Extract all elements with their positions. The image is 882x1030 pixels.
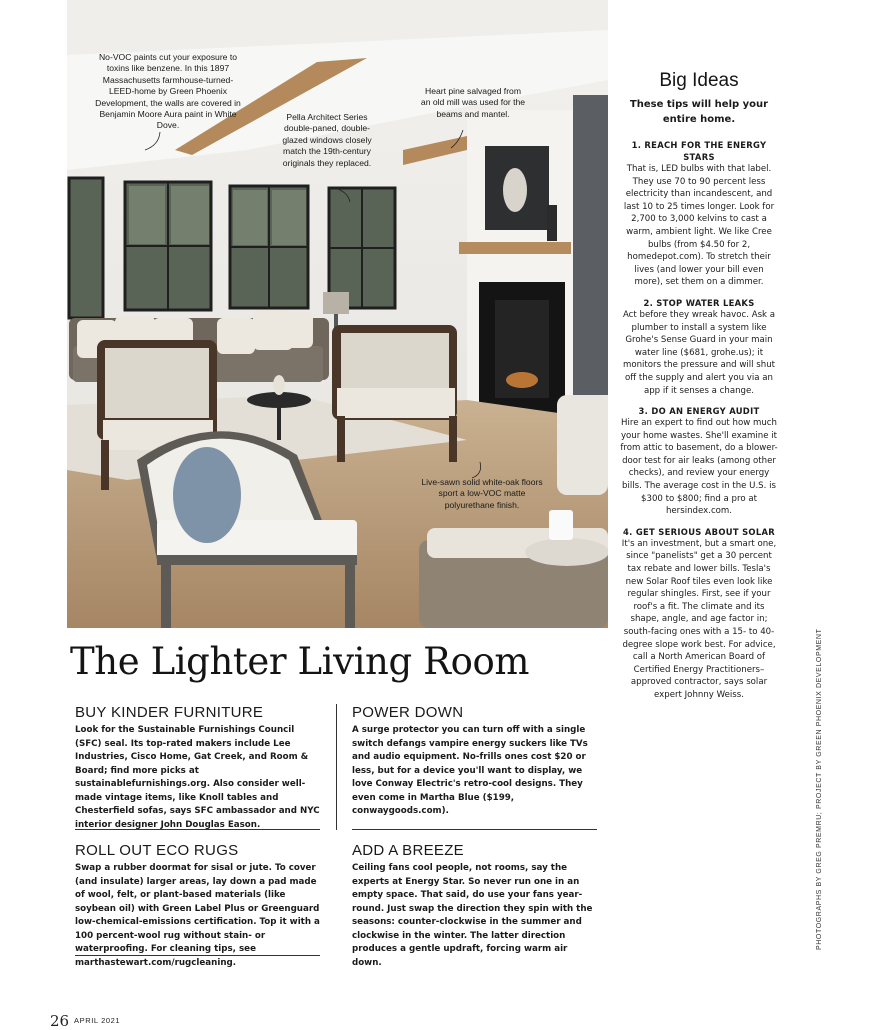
- section-rule-right: [352, 829, 597, 830]
- section-heading: ADD A BREEZE: [352, 842, 464, 859]
- section-add-a-breeze: [352, 842, 597, 970]
- section-heading: POWER DOWN: [352, 704, 464, 721]
- sidebar-title: Big Ideas: [659, 70, 739, 91]
- page-number: 26: [50, 1012, 70, 1030]
- bottom-rule: [75, 955, 320, 956]
- tip-body: That is, LED bulbs with that label. They use 70 to 90 percent less electricity than incandescent, and last 10 to 25 times longer. Look for 2,700 to 3,000 kelvins to cast a warm, ambient light. We like Cree bulbs (from $4.50 for 2, homedepot.com). To stretch their lives (and lower your bill even more), set them on a dimmer.: [623, 164, 775, 288]
- issue-date: APRIL 2021: [74, 1016, 121, 1025]
- tip-heading: 2. STOP WATER LEAKS: [643, 297, 755, 308]
- column-divider: [336, 704, 337, 830]
- section-body: Swap a rubber doormat for sisal or jute. To cover (and insulate) larger areas, lay down a pad made of wool, felt, or plant-based materials (like soybean oil) with Green Label Plus or Greenguard low-chemical-emissions certification. Top it with a 100 percent-wool rug without stain- or waterproofing. For cleaning tips, see marthastewart.com/rugcleaning.: [75, 863, 320, 968]
- sidebar-subtitle: These tips will help your entire home.: [629, 99, 769, 125]
- callout-floors: Live-sawn solid white-oak floors sport a low-VOC matte polyurethane finish.: [421, 477, 543, 510]
- tip-solar: [620, 526, 778, 702]
- photo-credit: PHOTOGRAPHS BY GREG PREMRU; PROJECT BY GREEN PHOENIX DEVELOPMENT: [816, 628, 823, 950]
- section-rule-left: [75, 829, 320, 830]
- section-buy-kinder-furniture: [75, 704, 320, 832]
- article-title: The Lighter Living Room: [70, 640, 530, 683]
- tip-body: Hire an expert to find out how much your home wastes. She'll examine it from attic to basement, do a blower-door test for air leaks (among other checks), and review your energy bills. The average cost in the U.S. is $300 to $800; find a pro at hersindex.com.: [620, 418, 778, 517]
- tip-body: Act before they wreak havoc. Ask a plumber to install a system like Grohe's Sense Guard in your main water line ($681, grohe.us); it monitors the pressure and will shut off the supply and alert you via an app if it senses a change.: [622, 309, 776, 396]
- tip-heading: 3. DO AN ENERGY AUDIT: [638, 406, 760, 417]
- tip-energy-stars: [620, 139, 778, 289]
- section-heading: BUY KINDER FURNITURE: [75, 704, 264, 721]
- big-ideas-sidebar: [620, 70, 778, 710]
- callout-windows: Pella Architect Series double-paned, double-glazed windows closely match the 19th-century originals they replaced.: [282, 112, 372, 168]
- tip-body: It's an investment, but a smart one, since "panelists" get a 30 percent tax rebate and lower bills. Tesla's new Solar Roof tiles even look like regular shingles. First, see if your roof's a fit. The climate and its shape, angle, and age factor in; south-facing ones with a 15- to 40-degree slope work best. For advice, call a North American Board of Certified Energy Practitioners–approved contractor, says solar expert Johnny Weiss.: [621, 538, 777, 700]
- section-power-down: [352, 704, 597, 819]
- tip-heading: 1. REACH FOR THE ENERGY STARS: [631, 140, 767, 162]
- section-roll-out-eco-rugs: [75, 842, 320, 970]
- callout-heart-pine: Heart pine salvaged from an old mill was used for the beams and mantel.: [420, 86, 526, 119]
- section-body: Look for the Sustainable Furnishings Council (SFC) seal. Its top-rated makers include Lee Industries, Cisco Home, Gat Creek, and Room & Board; find more picks at sustainablefurnishings.org. Also consider well-made vintage items, like Knoll tables and Chesterfield sofas, says SFC ambassador and NYC interior designer John Douglas Eason.: [75, 725, 320, 830]
- tip-water-leaks: [620, 297, 778, 397]
- section-heading: ROLL OUT ECO RUGS: [75, 842, 239, 859]
- tip-heading: 4. GET SERIOUS ABOUT SOLAR: [623, 526, 775, 537]
- section-body: A surge protector you can turn off with a single switch defangs vampire energy suckers like TVs and audio equipment. No-frills ones cost $20 or less, but for a device you'll want to display, we love Conway Electric's retro-cool designs. They even come in Martha Blue ($199, conwaygoods.com).: [352, 725, 588, 816]
- tip-energy-audit: [620, 405, 778, 518]
- callout-paints: No-VOC paints cut your exposure to toxins like benzene. In this 1897 Massachusetts farmhouse-turned-LEED-home by Green Phoenix Development, the walls are covered in Benjamin Moore Aura paint in White Dove.: [95, 52, 241, 131]
- section-body: Ceiling fans cool people, not rooms, say the experts at Energy Star. So never run one in an empty space. That said, do use your fans year-round. Just swap the direction they spin with the seasons: counter-clockwise in the summer and clockwise in the winter. The latter direction produces a gentle updraft, forcing warm air down.: [352, 863, 593, 968]
